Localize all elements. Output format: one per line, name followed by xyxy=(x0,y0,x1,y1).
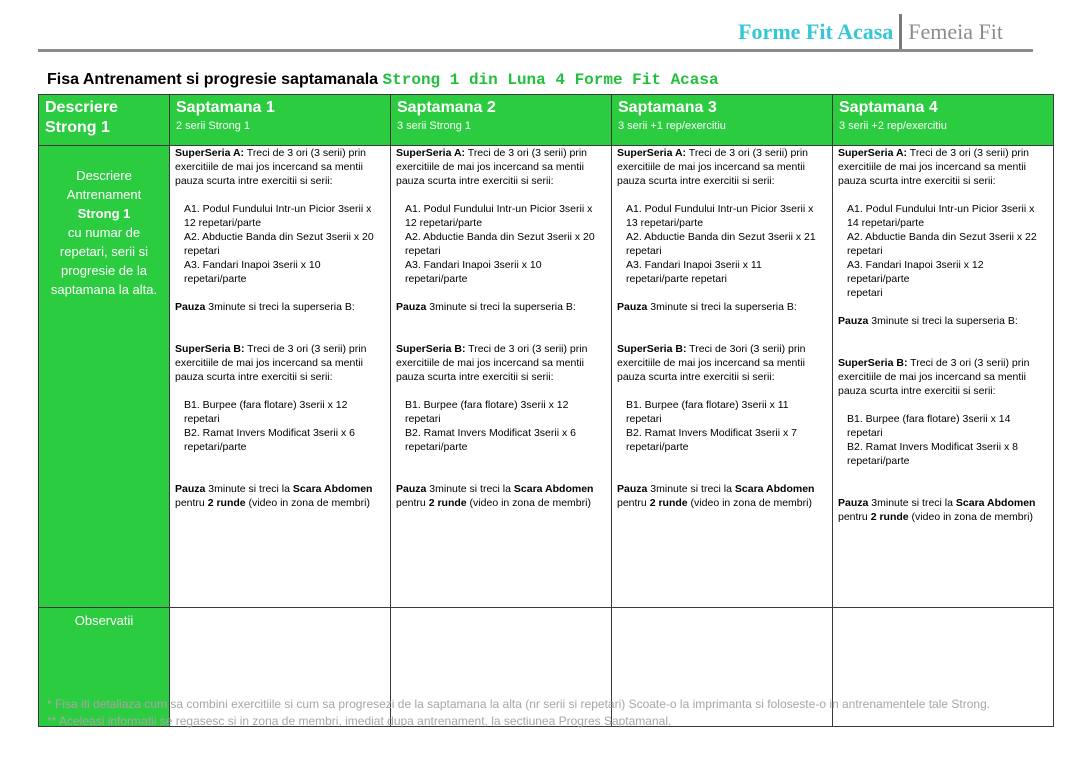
pause-text: 3minute si treci la xyxy=(426,483,514,495)
pause-label: Pauza xyxy=(838,497,869,509)
pause-text: pentru xyxy=(838,511,871,523)
observatii-label: Observatii xyxy=(39,608,170,727)
exercise-a1: A1. Podul Fundului Intr-un Picior 3serii x 13 repetari/parte xyxy=(626,203,814,229)
desc-body xyxy=(39,146,170,608)
exercise-a2: A2. Abductie Banda din Sezut 3serii x 22 repetari xyxy=(847,231,1037,257)
superseria-a-label: SuperSeria A: xyxy=(838,147,908,159)
pause-text: 3minute si treci la superseria B: xyxy=(647,301,797,313)
superseria-b-label: SuperSeria B: xyxy=(175,343,245,355)
superseria-b-text: Treci de 3ori (3 serii) prin exercitiile de mai jos incercand sa mentii pauza scurta intre exercitii si serii: xyxy=(617,343,806,383)
superseria-b-text: Treci de 3 ori (3 serii) prin exercitiile de mai jos incercand sa mentii pauza scurta intre exercitii si serii: xyxy=(175,343,367,383)
brand-primary: Forme Fit Acasa xyxy=(738,19,894,44)
superseria-b-label: SuperSeria B: xyxy=(838,357,908,369)
week-header xyxy=(833,95,1054,146)
superseria-a-label: SuperSeria A: xyxy=(617,147,687,159)
week-title: Saptamana 2 xyxy=(397,99,496,116)
pause-text: pentru xyxy=(175,497,208,509)
superseria-a-text: Treci de 3 ori (3 serii) prin exercitiile de mai jos incercand sa mentii pauza scurta intre exercitii si serii: xyxy=(617,147,809,187)
rounds-count: 2 runde xyxy=(428,497,467,509)
exercise-b1: B1. Burpee (fara flotare) 3serii x 12 repetari xyxy=(184,399,348,425)
desc-strong: Strong 1 xyxy=(77,206,131,221)
superseria-b-label: SuperSeria B: xyxy=(396,343,466,355)
rounds-count: 2 runde xyxy=(870,511,909,523)
week-subtitle: 3 serii Strong 1 xyxy=(397,120,471,132)
table-body-row xyxy=(39,146,1054,608)
exercise-b2: B2. Ramat Invers Modificat 3serii x 6 repetari/parte xyxy=(184,427,355,453)
pause-text: (video in zona de membri) xyxy=(466,497,591,509)
pause-text: 3minute si treci la xyxy=(868,497,956,509)
pause-text: 3minute si treci la xyxy=(647,483,735,495)
abdomen-ladder: Scara Abdomen xyxy=(292,483,373,495)
pause-text: pentru xyxy=(396,497,429,509)
pause-label: Pauza xyxy=(396,301,427,313)
footnote-1: * Fisa iti detaliaza cum sa combini exercitiile si cum sa progresezi de la saptamana la alta (nr serii si repetari) Scoate-o la imprimanta si foloseste-o in antrenamentele tale Strong. xyxy=(47,697,991,711)
exercise-a3: A3. Fandari Inapoi 3serii x 10 repetari/parte xyxy=(405,259,542,285)
title-highlight: Strong 1 din Luna 4 Forme Fit Acasa xyxy=(382,71,719,89)
exercise-b2: B2. Ramat Invers Modificat 3serii x 6 repetari/parte xyxy=(405,427,576,453)
pause-text: 3minute si treci la superseria B: xyxy=(426,301,576,313)
week-title: Saptamana 4 xyxy=(839,99,938,116)
week-header xyxy=(612,95,833,146)
exercise-a3-extra: repetari xyxy=(847,287,883,299)
week-title: Saptamana 1 xyxy=(176,99,275,116)
exercise-a2: A2. Abductie Banda din Sezut 3serii x 21 repetari xyxy=(626,231,816,257)
exercise-b2: B2. Ramat Invers Modificat 3serii x 8 repetari/parte xyxy=(847,441,1018,467)
pause-label: Pauza xyxy=(175,483,206,495)
pause-text: pentru xyxy=(617,497,650,509)
rounds-count: 2 runde xyxy=(207,497,246,509)
pause-text: (video in zona de membri) xyxy=(245,497,370,509)
week-header xyxy=(170,95,391,146)
superseria-a-label: SuperSeria A: xyxy=(175,147,245,159)
superseria-b-text: Treci de 3 ori (3 serii) prin exercitiile de mai jos incercand sa mentii pauza scurta intre exercitii si serii: xyxy=(838,357,1030,397)
pause-text: 3minute si treci la superseria B: xyxy=(868,315,1018,327)
exercise-a3: A3. Fandari Inapoi 3serii x 10 repetari/parte xyxy=(184,259,321,285)
week-subtitle: 2 serii Strong 1 xyxy=(176,120,250,132)
exercise-a2: A2. Abductie Banda din Sezut 3serii x 20 repetari xyxy=(405,231,595,257)
exercise-a3: A3. Fandari Inapoi 3serii x 12 repetari/parte xyxy=(847,259,984,285)
exercise-a2: A2. Abductie Banda din Sezut 3serii x 20 repetari xyxy=(184,231,374,257)
pause-text: (video in zona de membri) xyxy=(687,497,812,509)
exercise-a3: A3. Fandari Inapoi 3serii x 11 repetari/parte repetari xyxy=(626,259,762,285)
pause-text: 3minute si treci la xyxy=(205,483,293,495)
exercise-a1: A1. Podul Fundului Intr-un Picior 3serii x 14 repetari/parte xyxy=(847,203,1035,229)
page-title xyxy=(47,71,719,89)
footnote-2: ** Aceleasi informatii se regasesc si in zona de membri, imediat dupa antrenament, la sectiunea Progres Saptamanal. xyxy=(47,714,672,728)
pause-text: (video in zona de membri) xyxy=(908,511,1033,523)
exercise-b1: B1. Burpee (fara flotare) 3serii x 11 repetari xyxy=(626,399,789,425)
superseria-a-text: Treci de 3 ori (3 serii) prin exercitiile de mai jos incercand sa mentii pauza scurta intre exercitii si serii: xyxy=(838,147,1030,187)
exercise-a1: A1. Podul Fundului Intr-un Picior 3serii x 12 repetari/parte xyxy=(405,203,593,229)
superseria-a-text: Treci de 3 ori (3 serii) prin exercitiile de mai jos incercand sa mentii pauza scurta intre exercitii si serii: xyxy=(175,147,367,187)
week-plan xyxy=(170,146,391,608)
pause-label: Pauza xyxy=(396,483,427,495)
week-plan xyxy=(612,146,833,608)
superseria-a-label: SuperSeria A: xyxy=(396,147,466,159)
pause-label: Pauza xyxy=(175,301,206,313)
week-subtitle: 3 serii +1 rep/exercitiu xyxy=(618,120,726,132)
week-title: Saptamana 3 xyxy=(618,99,717,116)
desc-header: Descriere Strong 1 xyxy=(39,95,170,146)
table-header-row xyxy=(39,95,1054,146)
abdomen-ladder: Scara Abdomen xyxy=(955,497,1036,509)
rounds-count: 2 runde xyxy=(649,497,688,509)
week-header xyxy=(391,95,612,146)
week-plan xyxy=(391,146,612,608)
desc-line1: Descriere Antrenament xyxy=(66,168,142,202)
exercise-a1: A1. Podul Fundului Intr-un Picior 3serii x 12 repetari/parte xyxy=(184,203,372,229)
pause-label: Pauza xyxy=(838,315,869,327)
header-rule xyxy=(38,49,1033,52)
superseria-b-text: Treci de 3 ori (3 serii) prin exercitiile de mai jos incercand sa mentii pauza scurta intre exercitii si serii: xyxy=(396,343,588,383)
title-main: Fisa Antrenament si progresie saptamanala xyxy=(47,71,383,88)
brand-header xyxy=(738,14,1003,50)
week-plan xyxy=(833,146,1054,608)
pause-label: Pauza xyxy=(617,301,648,313)
exercise-b1: B1. Burpee (fara flotare) 3serii x 14 repetari xyxy=(847,413,1011,439)
exercise-b1: B1. Burpee (fara flotare) 3serii x 12 repetari xyxy=(405,399,569,425)
desc-line2: cu numar de repetari, serii si progresie de la saptamana la alta. xyxy=(50,225,158,297)
superseria-b-label: SuperSeria B: xyxy=(617,343,687,355)
training-table xyxy=(38,94,1054,727)
abdomen-ladder: Scara Abdomen xyxy=(734,483,815,495)
brand-secondary: Femeia Fit xyxy=(908,19,1003,44)
pause-label: Pauza xyxy=(617,483,648,495)
abdomen-ladder: Scara Abdomen xyxy=(513,483,594,495)
exercise-b2: B2. Ramat Invers Modificat 3serii x 7 repetari/parte xyxy=(626,427,797,453)
superseria-a-text: Treci de 3 ori (3 serii) prin exercitiile de mai jos incercand sa mentii pauza scurta intre exercitii si serii: xyxy=(396,147,588,187)
week-subtitle: 3 serii +2 rep/exercitiu xyxy=(839,120,947,132)
pause-text: 3minute si treci la superseria B: xyxy=(205,301,355,313)
